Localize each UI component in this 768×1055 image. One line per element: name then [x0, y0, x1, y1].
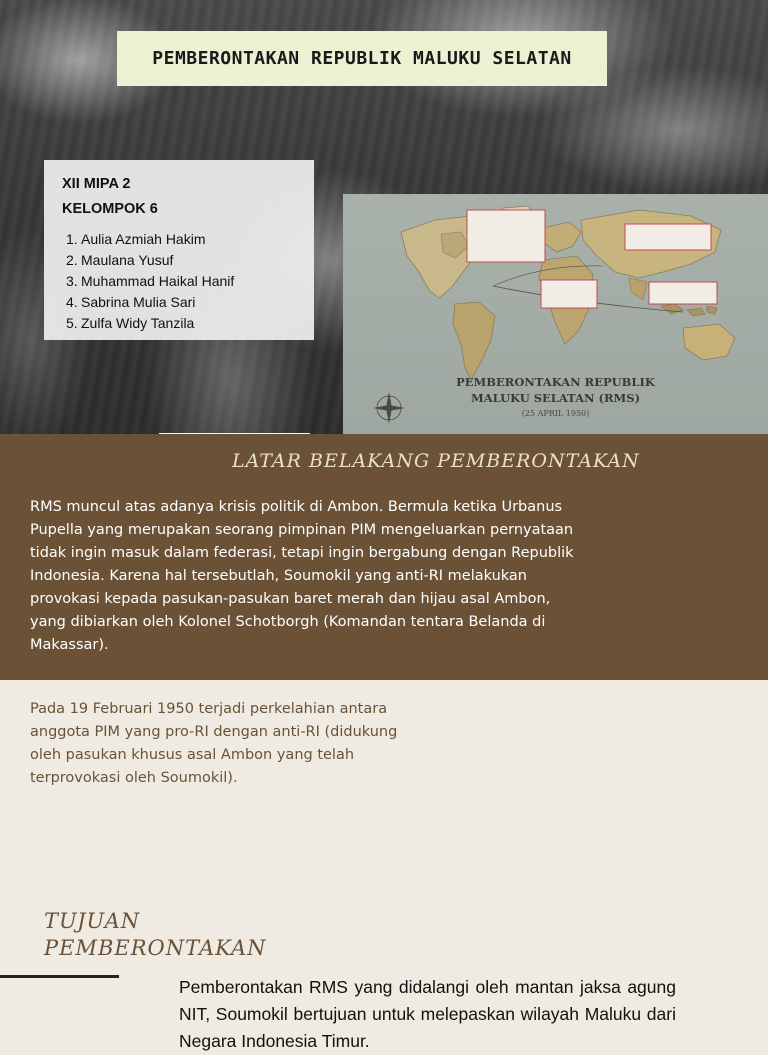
member-list	[62, 229, 296, 334]
map-date: (25 APRIL 1950)	[521, 409, 590, 418]
list-item: 2. Maulana Yusuf	[62, 250, 296, 271]
group-card	[44, 160, 314, 340]
group-name: KELOMPOK 6	[62, 201, 158, 217]
member-name: Aulia Azmiah Hakim	[81, 231, 206, 247]
section-paragraph: RMS muncul atas adanya krisis politik di Ambon. Bermula ketika Urbanus Pupella yang merupakan seorang pimpinan PIM mengeluarkan pernyataan tidak ingin masuk dalam federasi, tetapi ingin bergabung dengan Republik Indonesia. Karena hal tersebutlah, Soumokil yang anti-RI melakukan provokasi kepada pasukan-pasukan baret merah dan hijau asal Ambon, yang dibiarkan oleh Kolonel Schotborgh (Komandan tentara Belanda di Makassar).	[30, 499, 574, 653]
member-name: Zulfa Widy Tanzila	[81, 315, 195, 331]
map-caption: PEMBERONTAKAN REPUBLIK MALUKU SELATAN (RMS)	[456, 375, 655, 405]
member-name: Sabrina Mulia Sari	[81, 294, 196, 310]
goal-paragraph: Pemberontakan RMS yang didalangi oleh mantan jaksa agung NIT, Soumokil bertujuan untuk melepaskan wilayah Maluku dari Negara Indonesia Timur.	[179, 977, 676, 1051]
goal-heading: TUJUAN PEMBERONTAKAN	[44, 909, 267, 960]
hero-background	[0, 0, 768, 434]
background-section	[0, 434, 768, 680]
list-item: 5. Zulfa Widy Tanzila	[62, 313, 296, 334]
section-heading: LATAR BELAKANG PEMBERONTAKAN	[232, 450, 640, 472]
followup-paragraph: Pada 19 Februari 1950 terjadi perkelahian antara anggota PIM yang pro-RI dengan anti-RI (didukung oleh pasukan khusus asal Ambon yang telah terprovokasi oleh Soumokil).	[30, 701, 398, 786]
member-name: Muhammad Haikal Hanif	[81, 273, 235, 289]
member-name: Maulana Yusuf	[81, 252, 174, 268]
divider-line	[0, 975, 119, 978]
world-map-image	[343, 194, 768, 434]
title-banner	[117, 31, 607, 86]
page-title: PEMBERONTAKAN REPUBLIK MALUKU SELATAN	[152, 48, 572, 69]
list-item: 4. Sabrina Mulia Sari	[62, 292, 296, 313]
class-label: XII MIPA 2	[62, 176, 131, 192]
list-item: 3. Muhammad Haikal Hanif	[62, 271, 296, 292]
list-item: 1. Aulia Azmiah Hakim	[62, 229, 296, 250]
